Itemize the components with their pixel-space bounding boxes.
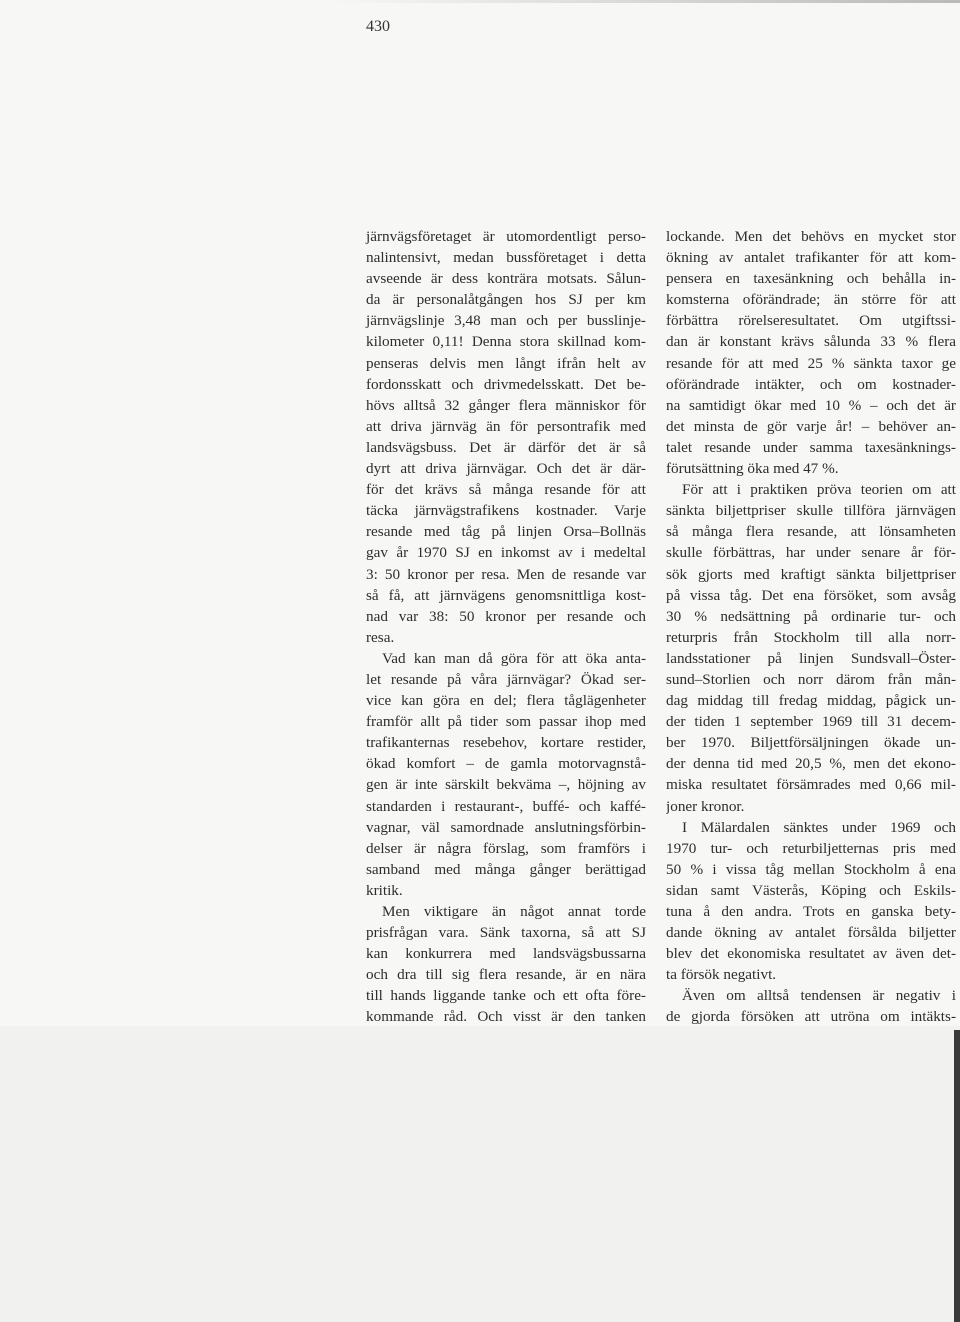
- text-line: trafikanternas resebehov, kortare restider,: [366, 734, 646, 752]
- page-number: 430: [366, 18, 390, 35]
- text-line: dag middag till fredag middag, pågick un-: [666, 692, 956, 710]
- text-line: det minsta de gör varje år! – behöver an-: [666, 417, 956, 435]
- text-line: talet resande under samma taxesänknings-: [666, 438, 956, 456]
- text-line: Men viktigare än något annat torde: [382, 903, 646, 920]
- text-line: Vad kan man då göra för att öka anta-: [382, 649, 646, 667]
- text-line: kilometer 0,11! Denna stora skillnad kom-: [366, 333, 646, 351]
- text-line: standarden i restaurant-, buffé- och kaffé-: [366, 797, 646, 815]
- text-line: miska resultatet försämrades med 0,66 mil-: [666, 776, 956, 794]
- text-line: dande ökning av antalet försålda biljetter: [666, 924, 956, 942]
- text-line: returpris från Stockholm till alla norr-: [666, 628, 956, 646]
- text-line: till hands liggande tanke och ett ofta före-: [366, 987, 646, 1005]
- text-line: att driva järnväg än för persontrafik med: [366, 417, 646, 435]
- text-line: sund–Storlien och norr därom från mån-: [666, 670, 956, 688]
- text-line: tuna å den andra. Trots en ganska bety-: [666, 903, 956, 920]
- page-edge-top: [330, 0, 960, 3]
- text-line: let resande på våra järnvägar? Ökad ser-: [366, 670, 646, 688]
- text-line: oförändrade intäkter, och om kostnader-: [666, 375, 956, 393]
- text-line: I Mälardalen sänktes under 1969 och: [682, 818, 956, 836]
- text-line: dyrt att driva järnvägar. Och det är där-: [366, 460, 646, 478]
- text-line: ökning av antalet trafikanter för att kom-: [666, 249, 956, 267]
- text-line: avseende är dess konträra motsats. Sålun-: [366, 270, 646, 288]
- text-line: de gjorda försöken att utröna om intäkts-: [666, 1008, 956, 1026]
- text-line: täcka järnvägstrafikens kostnader. Varje: [366, 502, 646, 520]
- text-line: 30 % nedsättning på ordinarie tur- och: [666, 607, 956, 625]
- text-column-left: [366, 226, 646, 1028]
- text-line: vice kan göra en del; flera tåglägenheter: [366, 692, 646, 710]
- text-line: samband med många gånger berättigad: [366, 860, 646, 878]
- text-line: prisfrågan vara. Sänk taxorna, så att SJ: [366, 924, 646, 942]
- text-line: na samtidigt ökar med 10 % – och det är: [666, 396, 956, 414]
- text-column-right: [666, 226, 956, 1028]
- text-line: resa.: [366, 628, 395, 646]
- text-line: lockande. Men det behövs en mycket stor: [666, 228, 956, 245]
- text-line: joner kronor.: [666, 797, 745, 815]
- text-line: pensera en taxesänkning och behålla in-: [666, 270, 956, 288]
- text-line: ber 1970. Biljettförsäljningen ökade un-: [666, 734, 956, 752]
- text-line: nad var 38: 50 kronor per resande och: [366, 607, 646, 625]
- text-line: komsterna oförändrade; än större för att: [666, 291, 956, 309]
- text-line: så många flera resande, att lönsamheten: [666, 523, 956, 541]
- text-line: järnvägsföretaget är utomordentligt perso-: [366, 228, 646, 245]
- text-line: sänkta biljettpriser skulle tillföra järnvägen: [666, 502, 956, 520]
- text-line: ta försök negativt.: [666, 966, 777, 984]
- text-line: gav år 1970 SJ en inkomst av i medeltal: [366, 544, 646, 562]
- text-line: landsstationer på linjen Sundsvall–Öster-: [666, 649, 956, 667]
- text-line: ökad komfort – de gamla motorvagnstå-: [366, 755, 646, 773]
- text-line: 3: 50 kronor per resa. Men de resande var: [366, 565, 646, 583]
- text-line: förutsättning öka med 47 %.: [666, 460, 839, 478]
- text-line: delser är några förslag, som framförs i: [366, 839, 646, 857]
- text-line: nalintensivt, medan bussföretaget i detta: [366, 249, 646, 267]
- text-line: dan är konstant krävs sålunda 33 % flera: [666, 333, 956, 351]
- text-line: förbättra rörelseresultatet. Om utgiftssi-: [666, 312, 956, 330]
- text-line: landsvägsbuss. Det är därför det är så: [366, 438, 646, 456]
- text-line: på vissa tåg. Det ena försöket, som avsåg: [666, 586, 956, 604]
- text-line: kommande råd. Och visst är den tanken: [366, 1008, 646, 1026]
- text-line: der denna tid med 20,5 %, men det ekono-: [666, 755, 956, 773]
- page-edge-right: [954, 1030, 960, 1322]
- text-line: så få, att järnvägens genomsnittliga kost-: [366, 586, 646, 604]
- text-line: För att i praktiken pröva teorien om att: [682, 481, 956, 499]
- text-line: sök gjorts med kraftigt sänkta biljettpriser: [666, 565, 956, 583]
- text-line: resande för att med 25 % sänkta taxor ge: [666, 354, 956, 372]
- text-line: järnvägslinje 3,48 man och per busslinje-: [366, 312, 646, 330]
- text-line: da är personalåtgången hos SJ per km: [366, 291, 646, 309]
- page-shadow: [0, 1026, 960, 1322]
- text-line: för det krävs så många resande för att: [366, 481, 646, 499]
- text-line: Även om alltså tendensen är negativ i: [682, 987, 956, 1005]
- text-line: 1970 tur- och returbiljetternas pris med: [666, 839, 956, 857]
- text-line: fordonsskatt och drivmedelsskatt. Det be-: [366, 375, 646, 393]
- text-line: der tiden 1 september 1969 till 31 decem-: [666, 713, 956, 731]
- text-line: kritik.: [366, 881, 403, 899]
- text-line: hövs alltså 32 gånger flera människor för: [366, 396, 646, 414]
- text-line: skulle förbättras, har under senare år för-: [666, 544, 956, 562]
- text-line: gen är inte särskilt bekväma –, höjning av: [366, 776, 646, 794]
- text-line: vagnar, väl samordnade anslutningsförbin-: [366, 818, 646, 836]
- text-line: 50 % i vissa tåg mellan Stockholm å ena: [666, 860, 956, 878]
- text-line: framför allt på tider som passar ihop med: [366, 713, 646, 731]
- text-line: penseras delvis men långt ifrån helt av: [366, 354, 646, 372]
- text-line: kan konkurrera med landsvägsbussarna: [366, 945, 646, 963]
- text-line: resande med tåg på linjen Orsa–Bollnäs: [366, 523, 646, 541]
- text-line: och dra till sig flera resande, är en nära: [366, 966, 646, 984]
- text-line: sidan samt Västerås, Köping och Eskils-: [666, 881, 956, 899]
- text-line: blev det ekonomiska resultatet av även det-: [666, 945, 956, 963]
